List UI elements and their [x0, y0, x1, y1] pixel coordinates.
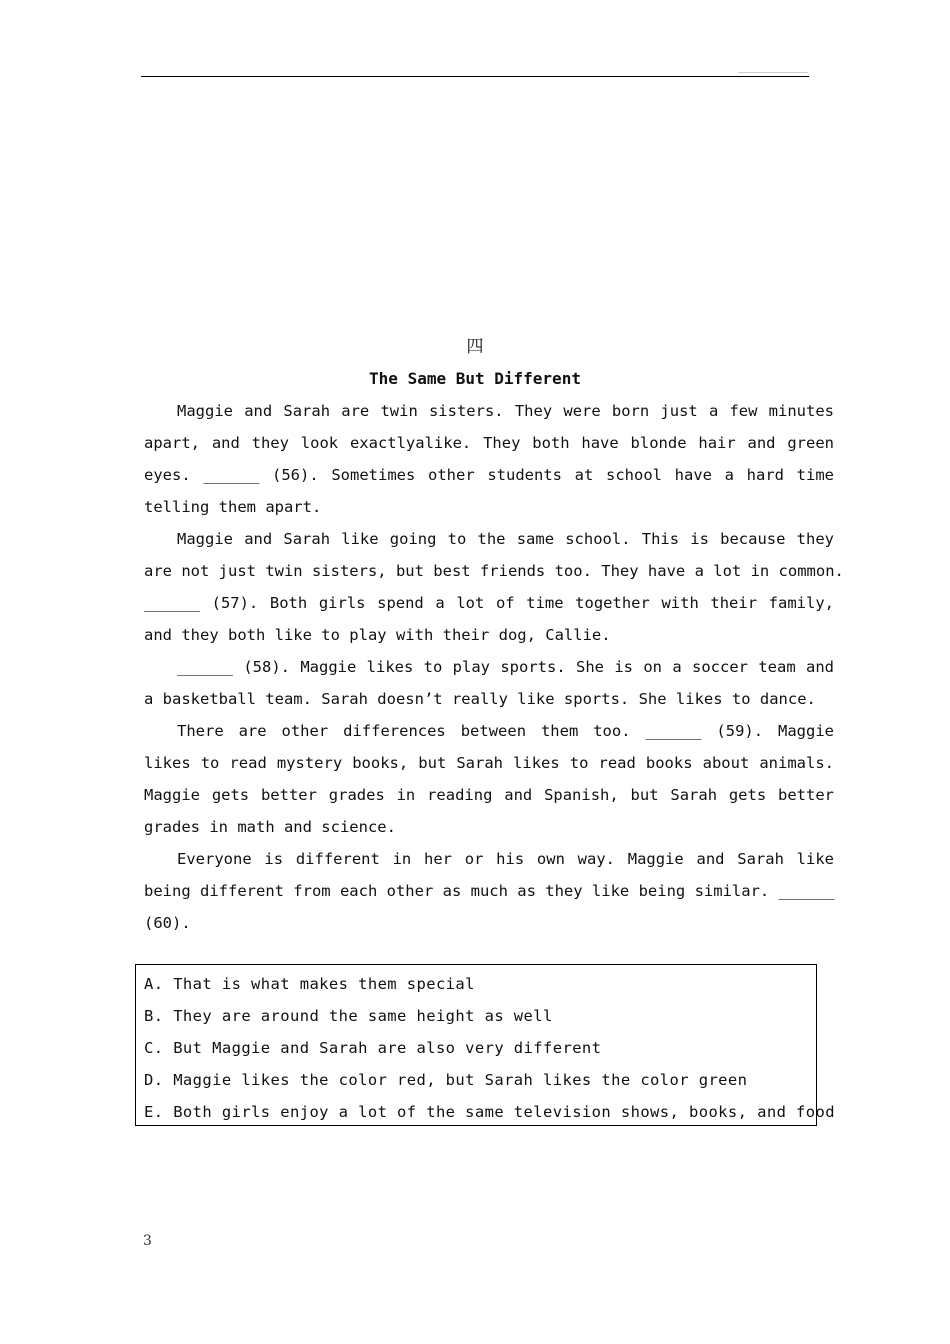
passage-line: ______ (57). Both girls spend a lot of time together with their family,: [144, 594, 834, 612]
passage-title: The Same But Different: [369, 369, 581, 388]
passage-line: eyes. ______ (56). Sometimes other students at school have a hard time: [144, 466, 834, 484]
option-a: A. That is what makes them special: [144, 975, 475, 993]
passage-line: being different from each other as much as they like being similar. ______: [144, 882, 835, 900]
passage-line: apart, and they look exactlyalike. They both have blonde hair and green: [144, 434, 834, 452]
passage-line: likes to read mystery books, but Sarah likes to read books about animals.: [144, 754, 834, 772]
passage-line: (60).: [144, 914, 191, 932]
passage-line: and they both like to play with their dog, Callie.: [144, 626, 611, 644]
passage-line: grades in math and science.: [144, 818, 396, 836]
option-b: B. They are around the same height as well: [144, 1007, 553, 1025]
passage-line: a basketball team. Sarah doesn’t really like sports. She likes to dance.: [144, 690, 816, 708]
options-list: [144, 968, 835, 1128]
passage: [144, 395, 844, 939]
passage-line: Maggie gets better grades in reading and Spanish, but Sarah gets better: [144, 786, 834, 804]
passage-line: telling them apart.: [144, 498, 322, 516]
page-number: 3: [143, 1233, 152, 1249]
option-c: C. But Maggie and Sarah are also very different: [144, 1039, 602, 1057]
passage-line: are not just twin sisters, but best friends too. They have a lot in common.: [144, 562, 844, 580]
option-d: D. Maggie likes the color red, but Sarah likes the color green: [144, 1071, 748, 1089]
passage-line: Maggie and Sarah like going to the same school. This is because they: [177, 530, 834, 548]
section-number: 四: [466, 337, 484, 357]
passage-line: Everyone is different in her or his own way. Maggie and Sarah like: [177, 850, 834, 868]
header-rule: [141, 76, 809, 77]
passage-line: There are other differences between them too. ______ (59). Maggie: [177, 722, 834, 740]
header-rule-accent: [738, 72, 808, 73]
passage-line: Maggie and Sarah are twin sisters. They were born just a few minutes: [177, 402, 834, 420]
option-e: E. Both girls enjoy a lot of the same television shows, books, and food: [144, 1103, 835, 1121]
passage-line: ______ (58). Maggie likes to play sports. She is on a soccer team and: [177, 658, 834, 676]
